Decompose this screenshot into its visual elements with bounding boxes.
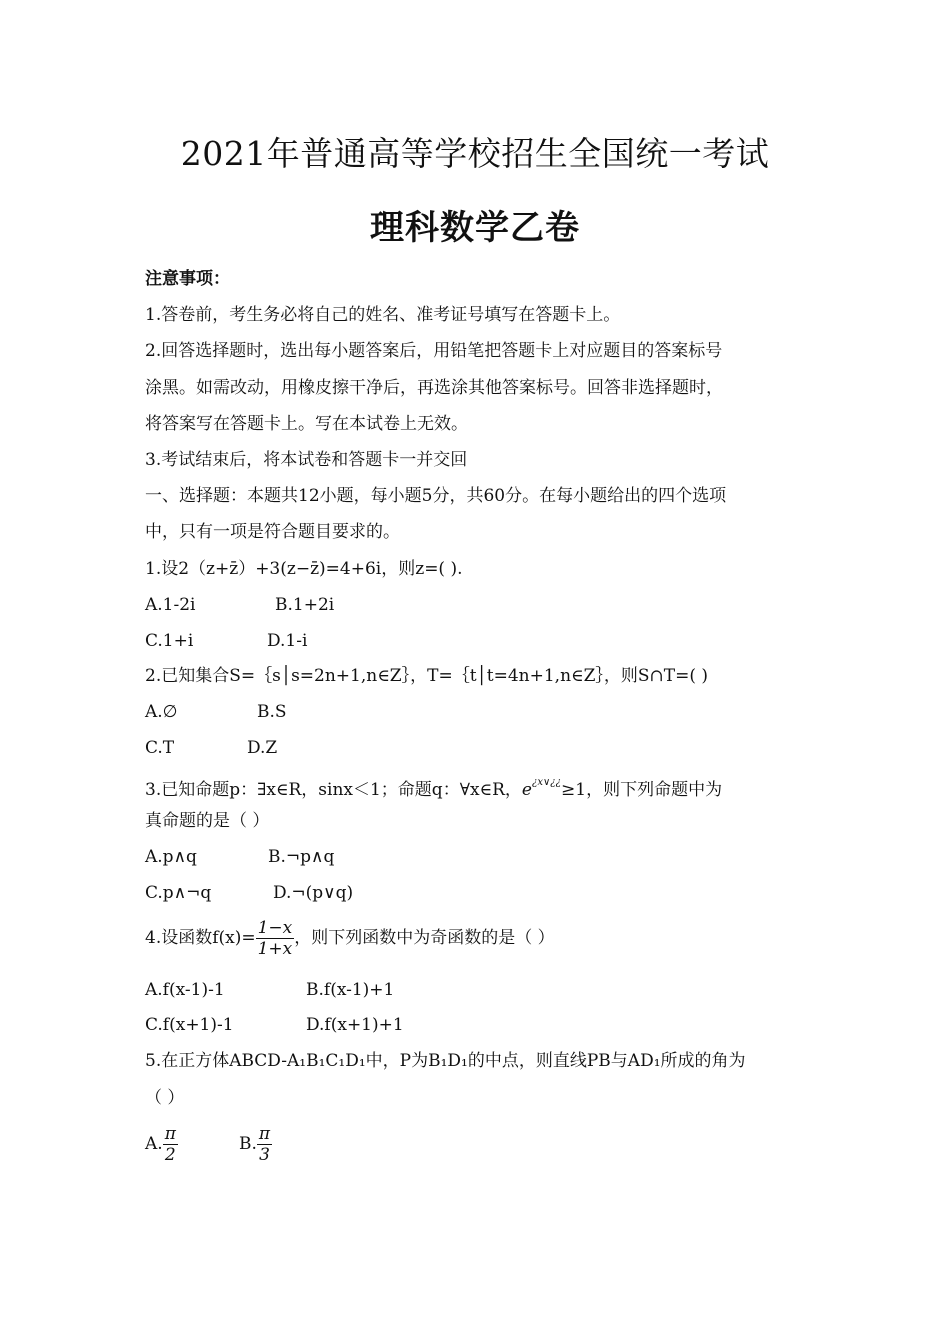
option-d: D.¬(p∨q)	[273, 883, 354, 903]
notes-heading: 注意事项：	[145, 269, 230, 289]
note-line: 3.考试结束后，将本试卷和答题卡一并交回	[145, 450, 468, 470]
section-heading: 一、选择题：本题共12小题，每小题5分，共60分。在每小题给出的四个选项	[145, 486, 727, 506]
question-4-text-b: ，则下列函数中为奇函数的是（ ）	[294, 928, 555, 948]
question-3-options-row1	[145, 846, 334, 868]
question-1-options-row2	[145, 630, 307, 652]
section-heading-cont: 中，只有一项是符合题目要求的。	[145, 522, 400, 542]
note-line: 将答案写在答题卡上。写在本试卷上无效。	[145, 414, 468, 434]
option-a	[145, 1124, 239, 1165]
question-4-options-row1	[145, 979, 394, 1001]
question-5-stem-cont: （ ）	[145, 1088, 185, 1108]
option-b: B.¬p∧q	[268, 847, 335, 867]
exponent: ¿x∨¿¿	[531, 777, 562, 788]
option-d: D.Z	[247, 738, 278, 758]
question-3-text-a: 3.已知命题p：∃x∈R，sinx＜1；命题q：∀x∈R，	[145, 780, 522, 800]
question-3-stem	[145, 772, 722, 801]
question-3-options-row2	[145, 882, 353, 904]
question-2-options-row2	[145, 737, 277, 759]
option-d: D.f(x+1)+1	[306, 1015, 404, 1035]
question-5-stem: 5.在正方体ABCD-A₁B₁C₁D₁中，P为B₁D₁的中点，则直线PB与AD₁所成的角为	[145, 1051, 746, 1071]
question-3-stem-cont: 真命题的是（ ）	[145, 811, 270, 831]
option-b: B.f(x-1)+1	[306, 980, 395, 1000]
question-2-stem: 2.已知集合S=｛s│s=2n+1,n∈Z｝，T=｛t│t=4n+1,n∈Z｝，则S∩T=( )	[145, 666, 709, 686]
question-4-stem	[145, 918, 555, 959]
exam-subtitle: 理科数学乙卷	[370, 208, 580, 248]
question-4-text-a: 4.设函数f(x)=	[145, 928, 256, 948]
denominator: 3	[259, 1145, 270, 1165]
fraction	[256, 918, 295, 959]
exponential-e: e	[521, 780, 532, 800]
option-a: A.f(x-1)-1	[145, 980, 225, 1000]
option-c: C.1+i	[145, 631, 194, 651]
fraction	[257, 1124, 272, 1165]
option-c: C.f(x+1)-1	[145, 1015, 234, 1035]
question-3-text-b: ≥1，则下列命题中为	[561, 780, 723, 800]
question-2-options-row1	[145, 701, 287, 723]
option-a: A.∅	[145, 702, 178, 722]
note-line: 1.答卷前，考生务必将自己的姓名、准考证号填写在答题卡上。	[145, 305, 621, 325]
question-5-options-row1	[145, 1124, 272, 1165]
option-c: C.p∧¬q	[145, 883, 212, 903]
exam-title: 2021年普通高等学校招生全国统一考试	[180, 134, 770, 173]
option-b: B.S	[257, 702, 287, 722]
note-line: 涂黑。如需改动，用橡皮擦干净后，再选涂其他答案标号。回答非选择题时，	[145, 378, 723, 398]
option-a: A.1-2i	[145, 595, 196, 615]
note-line: 2.回答选择题时，选出每小题答案后，用铅笔把答题卡上对应题目的答案标号	[145, 341, 723, 361]
option-b	[239, 1124, 272, 1165]
numerator: 1−x	[257, 918, 293, 938]
option-a-label: A.	[145, 1134, 163, 1154]
numerator: π	[164, 1124, 176, 1144]
option-a: A.p∧q	[145, 847, 197, 867]
option-b-label: B.	[239, 1134, 257, 1154]
numerator: π	[258, 1124, 271, 1144]
denominator: 1+x	[257, 939, 293, 959]
denominator: 2	[164, 1145, 176, 1165]
question-1-options-row1	[145, 594, 334, 616]
question-1-stem: 1.设2（z+z̄）+3(z−z̄)=4+6i，则z=( ).	[145, 559, 463, 579]
option-b: B.1+2i	[275, 595, 335, 615]
option-c: C.T	[145, 738, 175, 758]
fraction	[163, 1124, 178, 1165]
question-4-options-row2	[145, 1014, 404, 1036]
option-d: D.1-i	[267, 631, 308, 651]
